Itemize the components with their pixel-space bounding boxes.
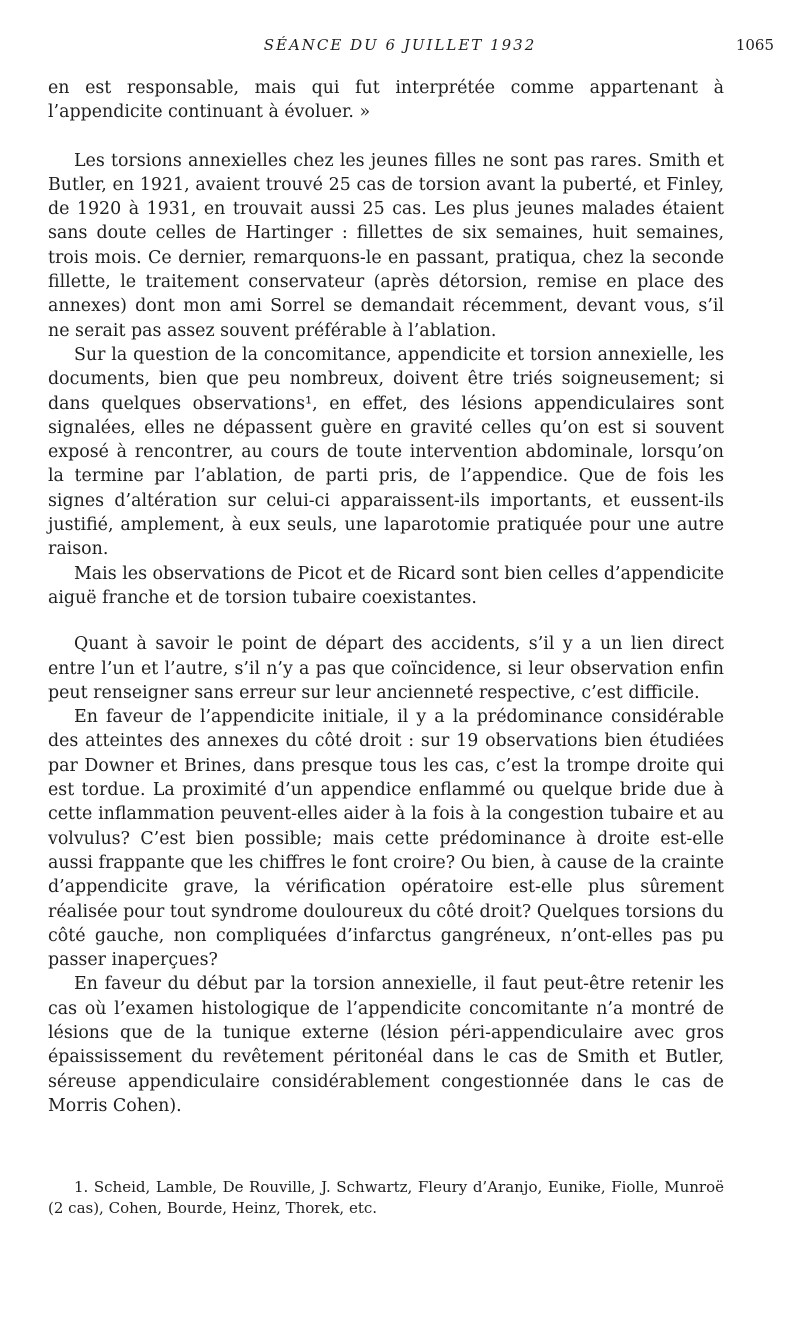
running-title: SÉANCE DU 6 JUILLET 1932 (263, 36, 537, 54)
body-text (48, 76, 724, 1118)
footnote-1: 1. Scheid, Lamble, De Rouville, J. Schwartz, Fleury d’Aranjo, Eunike, Fiolle, Munroë (2 cas), Cohen, Bourde, Heinz, Thorek, etc. (48, 1178, 724, 1217)
paragraph-continuation: en est responsable, mais qui fut interprétée comme appartenant à l’appendicite continuant à évoluer. » (48, 78, 724, 123)
page-number: 1065 (735, 36, 774, 54)
paragraph-torsion-annexielle: En faveur du début par la torsion annexielle, il faut peut-être retenir les cas où l’examen histologique de l’appendicite concomitante n’a montré de lésions que de la tunique externe (lésion péri-appendiculaire avec gros épaississement du revêtement péritonéal dans le cas de Smith et Butler, séreuse appendiculaire considérablement congestionnée dans le cas de Morris Cohen). (48, 974, 724, 1116)
paragraph-concomitance: Sur la question de la concomitance, appendicite et torsion annexielle, les documents, bien que peu nombreux, doivent être triés soigneusement; si dans quelques observations¹, en effet, des lésions appendiculaires sont signalées, elles ne dépassent guère en gravité celles qu’on est si souvent exposé à rencontrer, au cours de toute intervention abdominale, lorsqu’on la termine par l’ablation, de parti pris, de l’appendice. Que de fois les signes d’altération sur celui-ci apparaissent-ils importants, et eussent-ils justifié, amplement, à eux seuls, une laparotomie pratiquée pour une autre raison. (48, 344, 724, 560)
page-header (0, 36, 800, 60)
paragraph-appendicite-initiale: En faveur de l’appendicite initiale, il y a la prédominance considérable des atteintes des annexes du côté droit : sur 19 observations bien étudiées par Downer et Brines, dans presque tous les cas, c’est la trompe droite qui est tordue. La proximité d’un appendice enflammé ou quelque bride due à cette inflammation peuvent-elles aider à la fois à la congestion tubaire et au volvulus? C’est bien possible; mais cette prédominance à droite est-elle aussi frappante que les chiffres le font croire? Ou bien, à cause de la crainte d’appendicite grave, la vérification opératoire est-elle plus sûrement réalisée pour tout syndrome douloureux du côté droit? Quelques torsions du côté gauche, non compliquées d’infarctus gangréneux, n’ont-elles pas pu passer inaperçues? (48, 707, 724, 971)
paragraph-torsions: Les torsions annexielles chez les jeunes filles ne sont pas rares. Smith et Butler, en 1921, avaient trouvé 25 cas de torsion avant la puberté, et Finley, de 1920 à 1931, en trouvait aussi 25 cas. Les plus jeunes malades étaient sans doute celles de Hartinger : fillettes de six semaines, huit semaines, trois mois. Ce dernier, remarquons-le en passant, pratiqua, chez la seconde fillette, le traitement conservateur (après détorsion, remise en place des annexes) dont mon ami Sorrel se demandait récemment, devant vous, s’il ne serait pas assez souvent préférable à l’ablation. (48, 150, 724, 341)
footnote (48, 1177, 724, 1219)
paragraph-point-de-depart: Quant à savoir le point de départ des accidents, s’il y a un lien direct entre l’un et l’autre, s’il n’y a pas que coïncidence, si leur observation enfin peut renseigner sans erreur sur leur ancienneté respective, c’est difficile. (48, 634, 724, 703)
paragraph-picot-ricard: Mais les observations de Picot et de Ricard sont bien celles d’appendicite aiguë franche et de torsion tubaire coexistantes. (48, 563, 724, 608)
